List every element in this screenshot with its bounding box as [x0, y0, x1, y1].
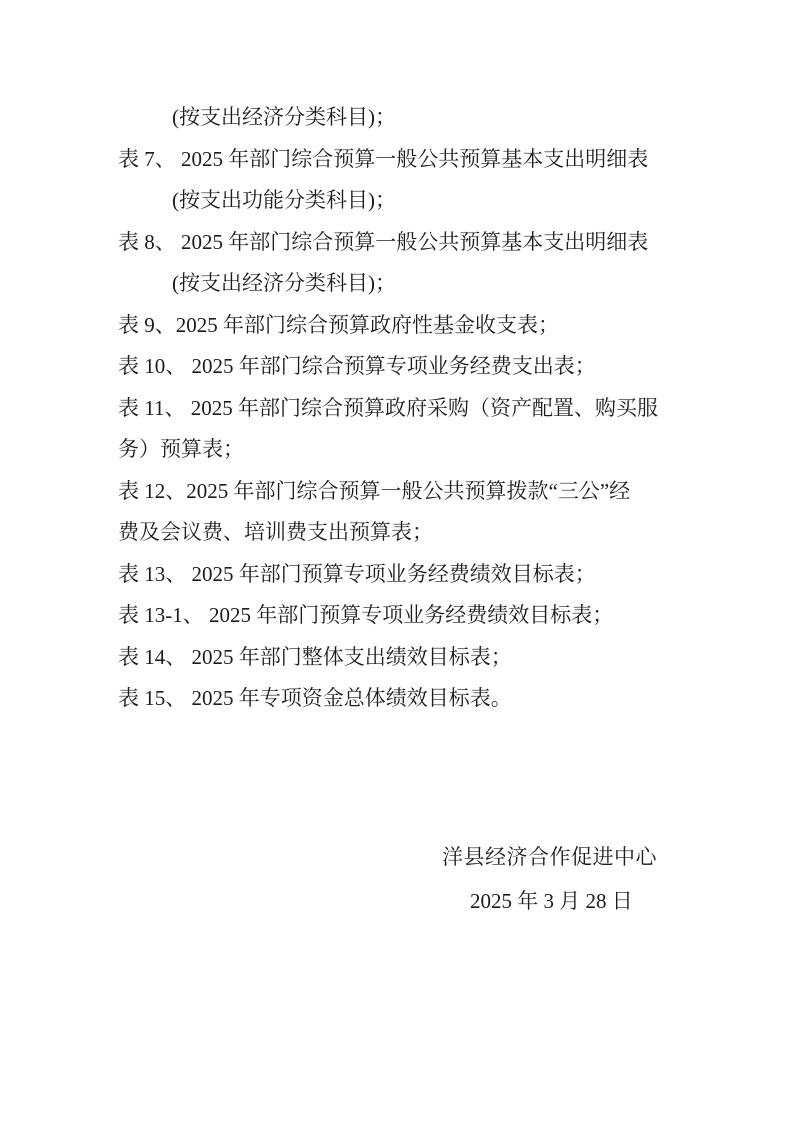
doc-line: 表 14、 2025 年部门整体支出绩效目标表；: [118, 644, 512, 669]
doc-line: 务）预算表；: [118, 437, 244, 461]
doc-line: 表 13、 2025 年部门预算专项业务经费绩效目标表；: [118, 561, 596, 586]
doc-line: 表 9、2025 年部门综合预算政府性基金收支表；: [118, 312, 559, 337]
signature-organization: 洋县经济合作促进中心: [442, 845, 657, 869]
signature-date: 2025 年 3 月 28 日: [470, 889, 633, 913]
doc-line: 表 15、 2025 年专项资金总体绩效目标表。: [118, 686, 512, 710]
doc-line: 表 11、 2025 年部门综合预算政府采购（资产配置、购买服: [118, 395, 658, 420]
doc-line: 表 10、 2025 年部门综合预算专项业务经费支出表；: [118, 354, 596, 378]
doc-line: 表 13-1、 2025 年部门预算专项业务经费绩效目标表；: [118, 603, 614, 627]
table-list: [118, 97, 678, 720]
doc-line: 表 8、 2025 年部门综合预算一般公共预算基本支出明细表: [118, 229, 649, 254]
doc-line: 表 12、2025 年部门综合预算一般公共预算拨款“三公”经: [118, 478, 631, 503]
doc-line: 表 7、 2025 年部门综合预算一般公共预算基本支出明细表: [118, 146, 649, 171]
doc-line: 费及会议费、培训费支出预算表；: [118, 520, 433, 544]
doc-line: (按支出经济分类科目)；: [172, 105, 396, 129]
doc-line: (按支出经济分类科目)；: [172, 271, 396, 295]
doc-line: (按支出功能分类科目)；: [172, 188, 396, 212]
